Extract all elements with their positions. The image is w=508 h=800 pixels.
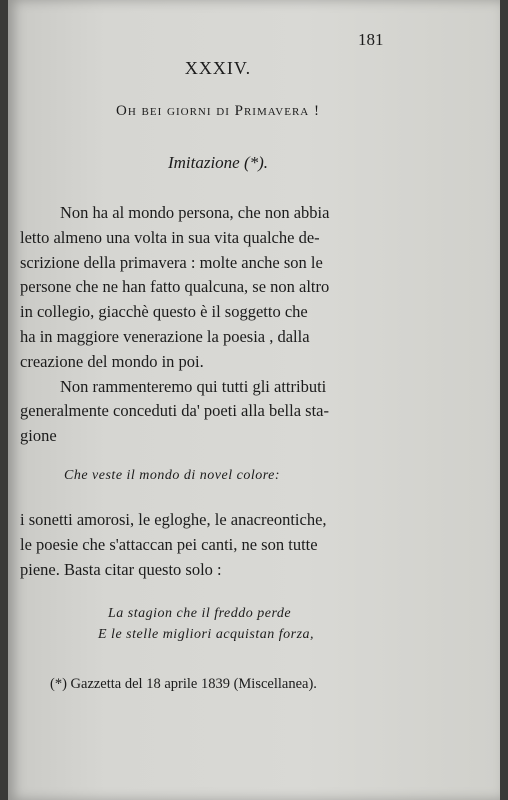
footnote: (*) Gazzetta del 18 aprile 1839 (Miscellanea). xyxy=(50,676,317,692)
text-line: i sonetti amorosi, le egloghe, le anacreontiche, xyxy=(20,510,327,529)
verse-line: La stagion che il freddo perde xyxy=(108,606,292,621)
text-line: ha in maggiore venerazione la poesia , dalla xyxy=(20,326,310,346)
body-paragraphs xyxy=(20,201,400,449)
text-line: generalmente conceduti da' poeti alla bella sta- xyxy=(20,401,329,421)
verse-line: E le stelle migliori acquistan forza, xyxy=(98,627,315,642)
chapter-subtitle: Imitazione (*). xyxy=(167,153,269,172)
text-line: scrizione della primavera : molte anche son le xyxy=(20,252,323,272)
text-line: Non ha al mondo persona, che non abbia xyxy=(60,203,330,222)
text-line: persone che ne han fatto qualcuna, se non altro xyxy=(20,277,330,297)
text-line: le poesie che s'attaccan pei canti, ne son tutte xyxy=(20,534,318,554)
cited-verse xyxy=(98,603,314,645)
chapter-title: Oh bei giorni di Primavera ! xyxy=(116,103,320,119)
body-paragraph-after-quote xyxy=(20,508,400,582)
quoted-verse: Che veste il mondo di novel colore: xyxy=(64,468,281,483)
book-page xyxy=(8,0,500,800)
page-number: 181 xyxy=(358,30,384,49)
text-line: Non rammenteremo qui tutti gli attributi xyxy=(60,376,327,396)
text-line: creazione del mondo in poi. xyxy=(20,351,204,371)
text-line: in collegio, giacchè questo è il soggetto che xyxy=(20,302,308,322)
text-line: gione xyxy=(20,426,57,446)
text-line: letto almeno una volta in sua vita qualche de- xyxy=(20,227,320,247)
chapter-number: XXXIV. xyxy=(184,58,252,78)
text-line: piene. Basta citar questo solo : xyxy=(20,559,222,579)
